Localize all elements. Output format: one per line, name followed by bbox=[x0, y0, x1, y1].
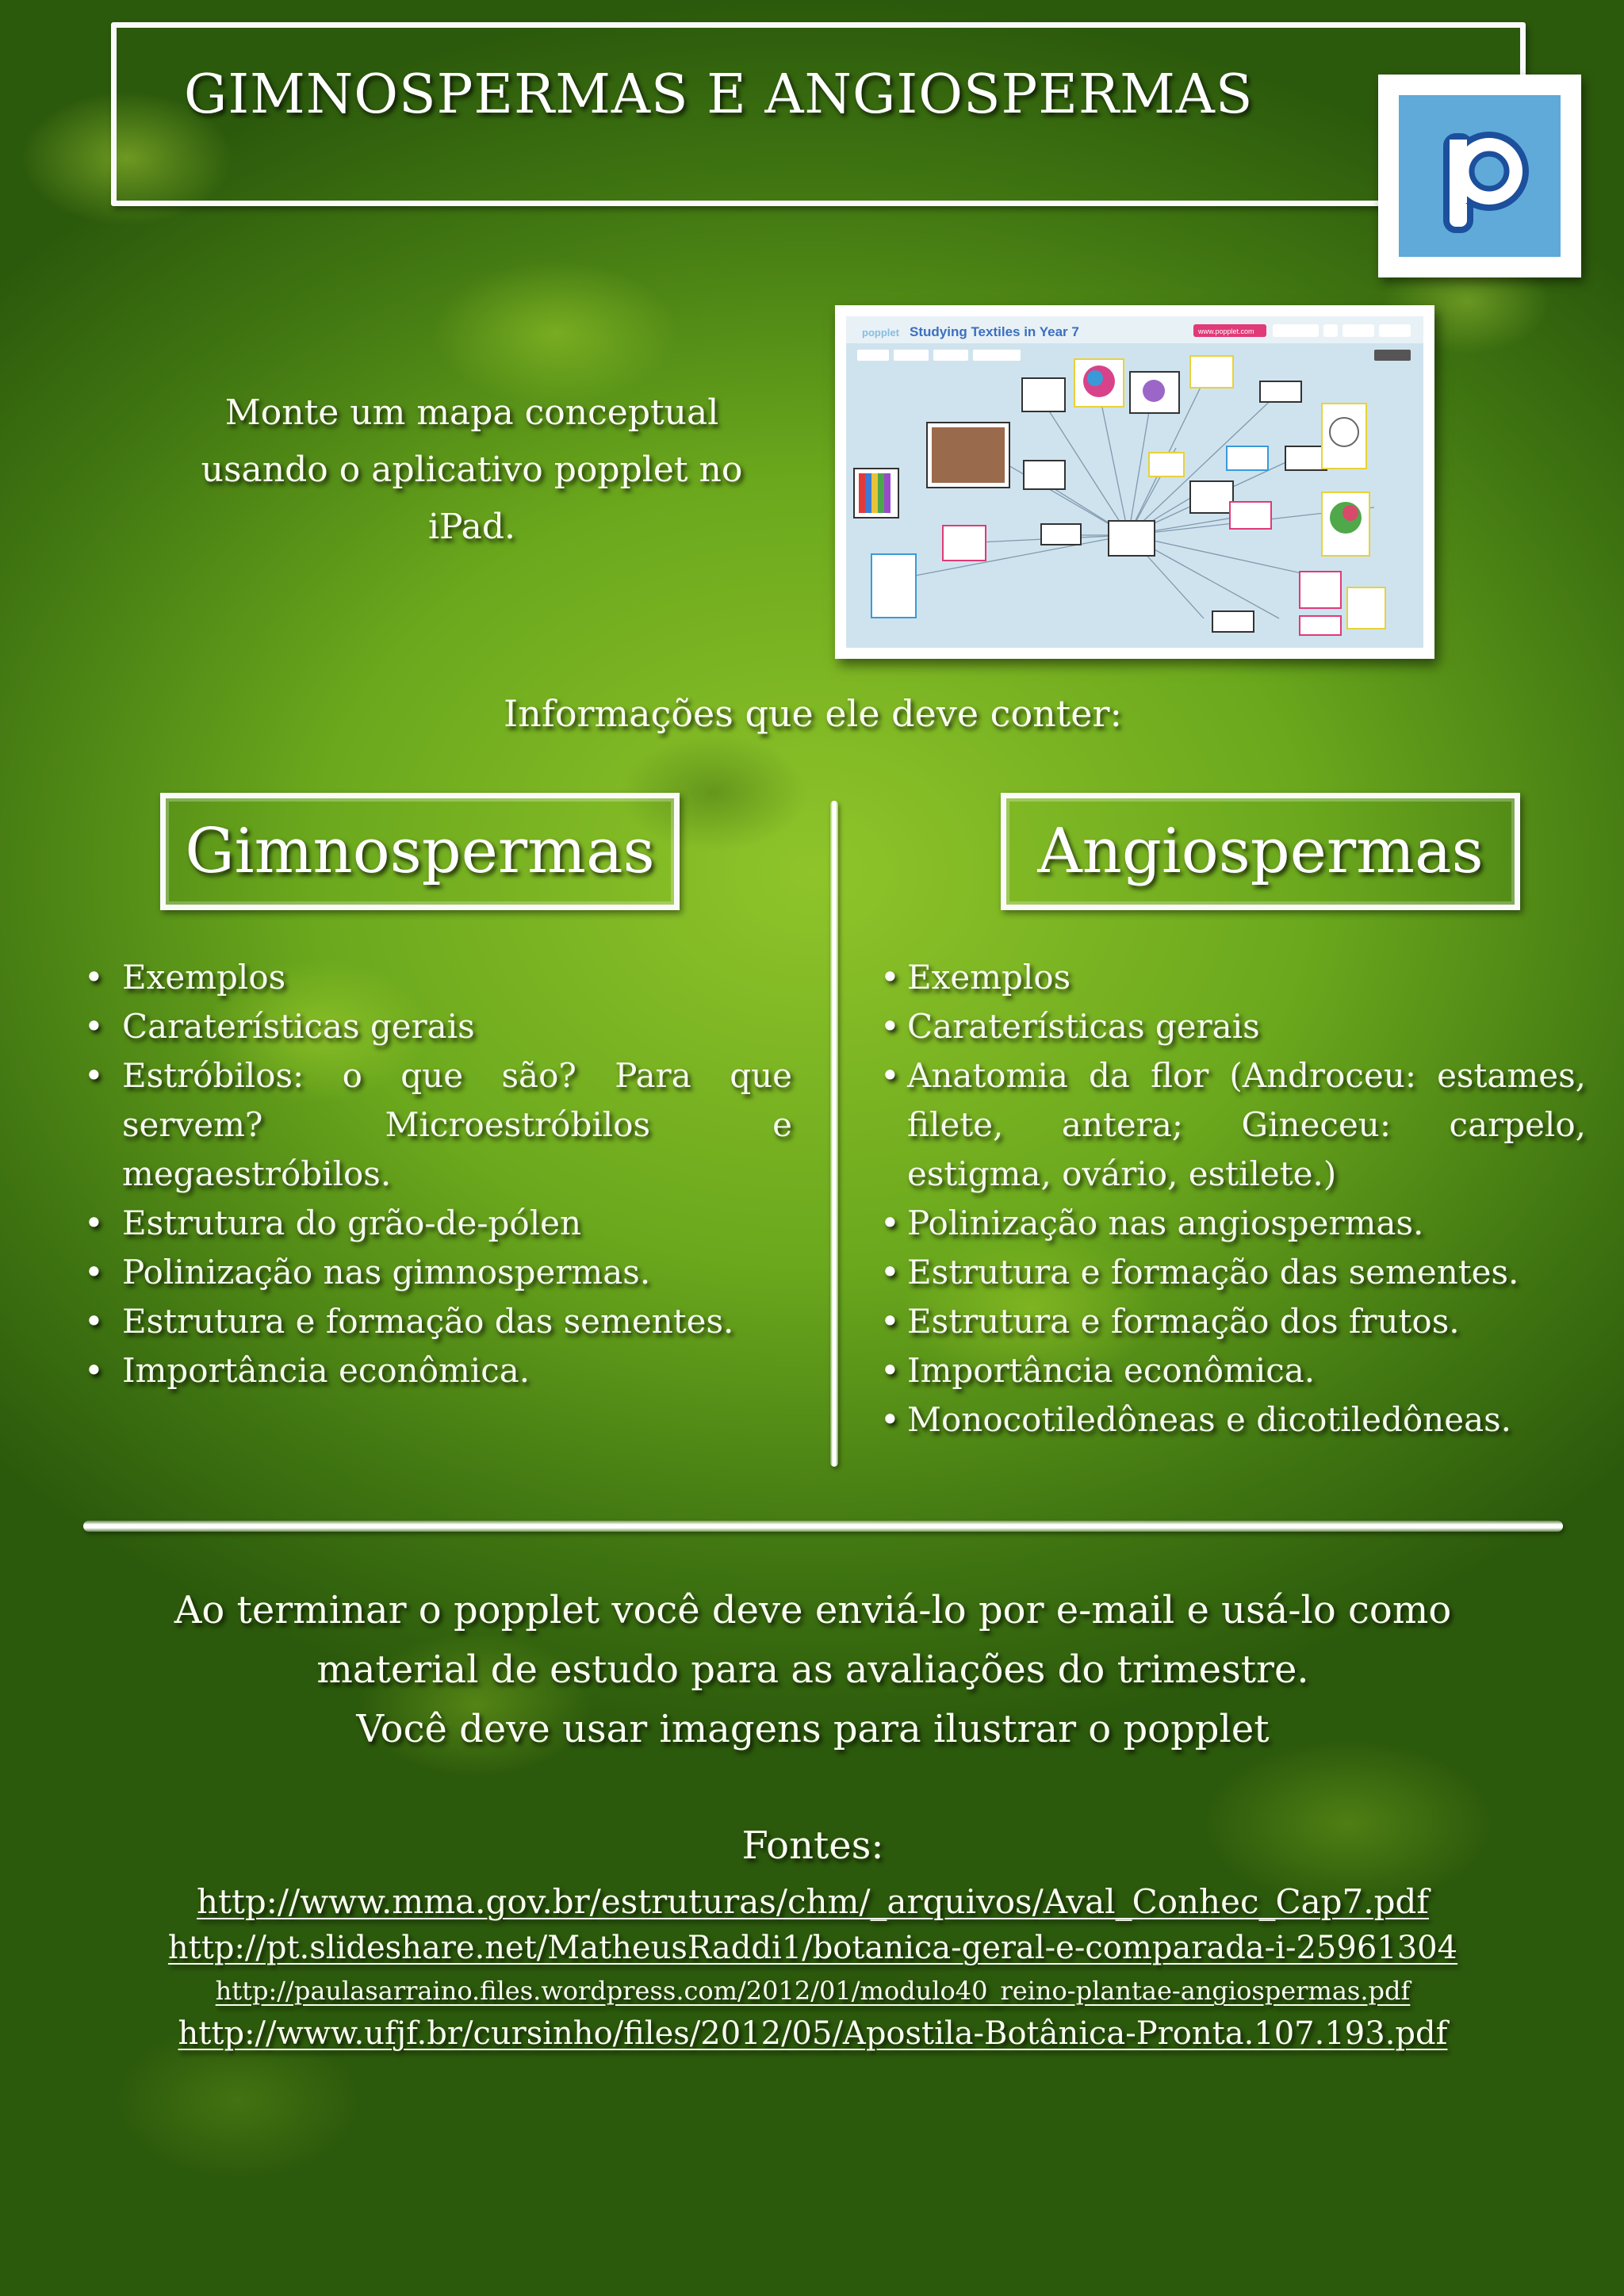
list-item: • Estrutura e formação das sementes. bbox=[880, 1248, 1586, 1297]
gimnospermas-label: Gimnospermas bbox=[160, 793, 680, 910]
list-item: • Polinização nas gimnospermas. bbox=[84, 1248, 792, 1297]
sources-list bbox=[119, 1879, 1507, 2057]
horizontal-divider bbox=[83, 1521, 1563, 1532]
popplet-logo bbox=[1378, 75, 1581, 277]
popplet-example-image bbox=[835, 305, 1434, 659]
list-item: • Importância econômica. bbox=[880, 1346, 1586, 1395]
closing-line-2: Você deve usar imagens para ilustrar o popplet bbox=[356, 1707, 1270, 1751]
sources-title: Fontes: bbox=[741, 1823, 884, 1868]
list-item: • Importância econômica. bbox=[84, 1346, 792, 1395]
popplet-p-logo-icon bbox=[1399, 95, 1561, 257]
list-item: • Estrutura e formação das sementes. bbox=[84, 1297, 792, 1346]
list-item: • Monocotiledôneas e dicotiledôneas. bbox=[880, 1395, 1586, 1445]
angiospermas-list bbox=[880, 953, 1586, 1445]
list-item: • Estróbilos: o que são? Para que servem? Microestróbilos e megaestróbilos. bbox=[84, 1051, 792, 1199]
screenshot-header-button: www.popplet.com bbox=[1198, 327, 1254, 335]
page-title: GIMNOSPERMAS E ANGIOSPERMAS bbox=[184, 63, 1254, 126]
info-heading: Informações que ele deve conter: bbox=[504, 692, 1122, 735]
list-item: • Exemplos bbox=[880, 953, 1586, 1002]
source-link-1[interactable]: http://www.mma.gov.br/estruturas/chm/_arquivos/Aval_Conhec_Cap7.pdf bbox=[197, 1882, 1429, 1921]
screenshot-app-title: Studying Textiles in Year 7 bbox=[910, 324, 1079, 339]
list-item: • Caraterísticas gerais bbox=[84, 1002, 792, 1051]
svg-text:popplet: popplet bbox=[862, 327, 899, 339]
list-item: • Estrutura do grão-de-pólen bbox=[84, 1199, 792, 1248]
source-link-2[interactable]: http://pt.slideshare.net/MatheusRaddi1/botanica-geral-e-comparada-i-25961304 bbox=[167, 1930, 1458, 1966]
closing-line-1: Ao terminar o popplet você deve enviá-lo por e-mail e usá-lo como material de estudo para as avaliações do trimestre. bbox=[174, 1588, 1452, 1692]
source-link-4[interactable]: http://www.ufjf.br/cursinho/files/2012/05/Apostila-Botânica-Pronta.107.193.pdf bbox=[178, 2015, 1448, 2052]
angiospermas-label: Angiospermas bbox=[1001, 793, 1520, 910]
list-item: • Caraterísticas gerais bbox=[880, 1002, 1586, 1051]
list-item: • Exemplos bbox=[84, 953, 792, 1002]
source-link-3[interactable]: http://paulasarraino.files.wordpress.com/2012/01/modulo40_reino-plantae-angiospermas.pdf bbox=[215, 1976, 1411, 2006]
intro-text: Monte um mapa conceptual usando o aplicativo popplet no iPad. bbox=[201, 392, 743, 547]
list-item: • Estrutura e formação dos frutos. bbox=[880, 1297, 1586, 1346]
vertical-divider bbox=[830, 801, 838, 1467]
closing-instructions bbox=[111, 1581, 1515, 1759]
gimnospermas-list bbox=[84, 953, 792, 1395]
list-item: • Polinização nas angiospermas. bbox=[880, 1199, 1586, 1248]
list-item: • Anatomia da flor (Androceu: estames, filete, antera; Gineceu: carpelo, estigma, ovário, estilete.) bbox=[880, 1051, 1586, 1199]
